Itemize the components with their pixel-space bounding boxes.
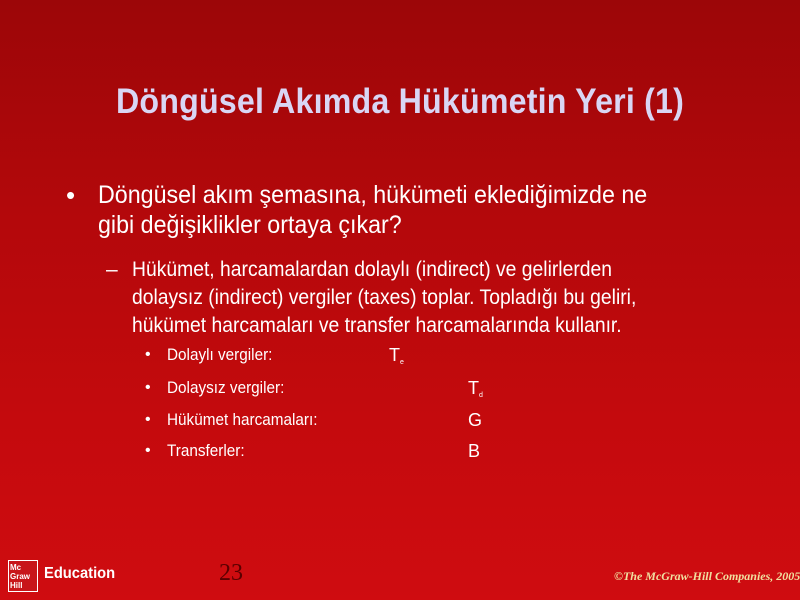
bullet-level-2-line: hükümet harcamaları ve transfer harcamalarında kullanır. bbox=[132, 314, 622, 337]
item-symbol: $T_e$ bbox=[389, 345, 404, 366]
item-label: Hükümet harcamaları: bbox=[167, 410, 318, 429]
item-symbol: G bbox=[468, 410, 483, 430]
bullet-marker: • bbox=[145, 442, 151, 459]
dash-marker: – bbox=[106, 258, 118, 281]
list-item-indirect-taxes bbox=[145, 343, 545, 369]
bullet-level-1-text bbox=[98, 180, 693, 240]
list-item-direct-taxes bbox=[145, 376, 545, 402]
logo-text: Graw bbox=[10, 572, 31, 581]
bullet-marker: • bbox=[145, 411, 151, 428]
item-label: Transferler: bbox=[167, 441, 245, 460]
bullet-level-1-line: gibi değişiklikler ortaya çıkar? bbox=[98, 211, 402, 239]
item-label: Dolaylı vergiler: bbox=[167, 345, 273, 364]
bullet-marker: • bbox=[145, 346, 151, 363]
bullet-level-2-line: Hükümet, harcamalardan dolaylı (indirect) ve gelirlerden bbox=[132, 258, 613, 281]
logo-wordmark: Education bbox=[44, 565, 116, 582]
page-number: 23 bbox=[219, 560, 243, 586]
bullet-marker: • bbox=[66, 180, 76, 210]
list-item-transfers bbox=[145, 439, 545, 465]
bullet-level-1-line: Döngüsel akım şemasına, hükümeti eklediğimizde ne bbox=[98, 181, 648, 209]
slide-title: Döngüsel Akımda Hükümetin Yeri (1) bbox=[115, 82, 685, 121]
copyright-notice: ©The McGraw-Hill Companies, 2005 bbox=[614, 569, 800, 583]
item-symbol: $T_d$ bbox=[468, 378, 483, 399]
bullet-marker: • bbox=[145, 379, 151, 396]
item-label: Dolaysız vergiler: bbox=[167, 378, 285, 397]
bullet-level-2-text bbox=[132, 256, 702, 340]
item-symbol: B bbox=[468, 441, 481, 461]
mcgraw-hill-logo-box bbox=[8, 560, 38, 592]
logo-text: Hill bbox=[10, 581, 23, 590]
bullet-level-2-line: dolaysız (indirect) vergiler (taxes) toplar. Topladığı bu geliri, bbox=[132, 286, 637, 309]
logo-text: Mc bbox=[10, 563, 22, 572]
list-item-government-spending bbox=[145, 408, 545, 434]
